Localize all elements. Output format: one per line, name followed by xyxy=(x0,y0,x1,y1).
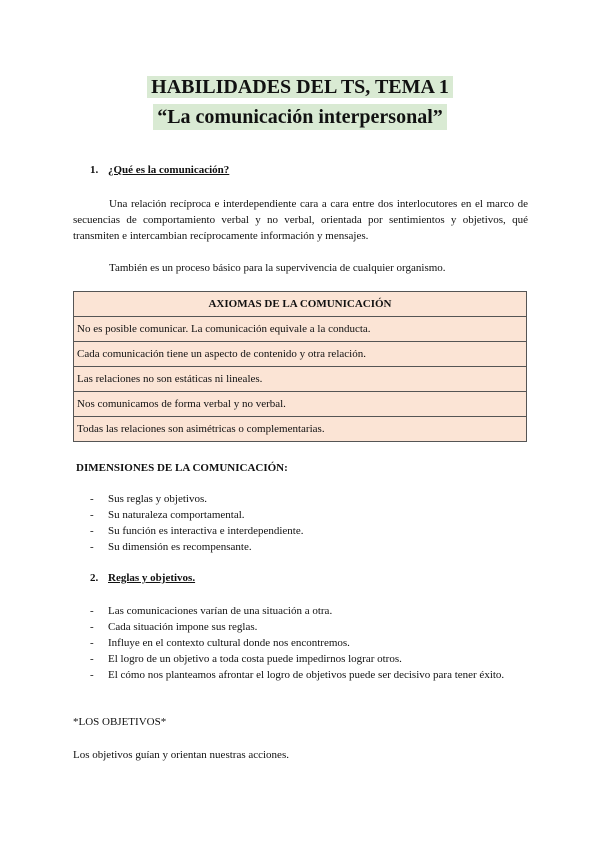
table-row xyxy=(74,342,527,367)
axiomas-header-row xyxy=(74,292,527,317)
axiom-cell: Todas las relaciones son asimétricas o complementarias. xyxy=(74,417,527,442)
paragraph-survival xyxy=(73,260,528,276)
section-1-title: ¿Qué es la comunicación? xyxy=(108,164,230,176)
paragraph-survival-text: También es un proceso básico para la supervivencia de cualquier organismo. xyxy=(109,262,446,274)
axiom-cell: No es posible comunicar. La comunicación equivale a la conducta. xyxy=(74,317,527,342)
document-subtitle: “La comunicación interpersonal” xyxy=(153,104,447,130)
axiom-cell: Las relaciones no son estáticas ni lineales. xyxy=(74,367,527,392)
paragraph-definition-text: Una relación recíproca e interdependiente cara a cara entre dos interlocutores en el marco de secuencias de comportamiento verbal y no verbal, orientada por sentimientos y objetivos, qué transmiten e intercambian recíprocamente información y mensajes. xyxy=(73,198,528,242)
axiom-cell: Nos comunicamos de forma verbal y no verbal. xyxy=(74,392,527,417)
document-title: HABILIDADES DEL TS, TEMA 1 xyxy=(147,76,453,98)
list-item: - Su naturaleza comportamental. xyxy=(90,507,520,523)
table-row xyxy=(74,367,527,392)
title-block xyxy=(0,74,600,130)
table-row xyxy=(74,417,527,442)
list-item: - Cada situación impone sus reglas. xyxy=(90,619,520,635)
list-item: - Sus reglas y objetivos. xyxy=(90,491,520,507)
table-row xyxy=(74,317,527,342)
axiom-cell: Cada comunicación tiene un aspecto de contenido y otra relación. xyxy=(74,342,527,367)
reglas-list xyxy=(90,603,520,683)
dimensiones-list xyxy=(90,491,520,555)
paragraph-definition xyxy=(73,196,528,244)
dimensiones-heading: DIMENSIONES DE LA COMUNICACIÓN: xyxy=(76,462,288,474)
section-1-number: 1. xyxy=(90,164,99,176)
list-item: - Influye en el contexto cultural donde nos encontremos. xyxy=(90,635,520,651)
objetivos-text: Los objetivos guían y orientan nuestras acciones. xyxy=(73,749,289,761)
table-row xyxy=(74,392,527,417)
objetivos-label: *LOS OBJETIVOS* xyxy=(73,716,167,728)
list-item: - El logro de un objetivo a toda costa puede impedirnos lograr otros. xyxy=(90,651,520,667)
section-2-heading xyxy=(90,572,195,584)
section-2-number: 2. xyxy=(90,572,99,584)
axiomas-header: AXIOMAS DE LA COMUNICACIÓN xyxy=(74,292,527,317)
section-2-title: Reglas y objetivos. xyxy=(108,572,196,584)
list-item: - Su dimensión es recompensante. xyxy=(90,539,520,555)
axiomas-table xyxy=(73,291,527,442)
section-1-heading xyxy=(90,164,229,176)
list-item: - Las comunicaciones varían de una situación a otra. xyxy=(90,603,520,619)
list-item: - Su función es interactiva e interdependiente. xyxy=(90,523,520,539)
list-item: - El cómo nos planteamos afrontar el logro de objetivos puede ser decisivo para tener éxito. xyxy=(90,667,520,683)
